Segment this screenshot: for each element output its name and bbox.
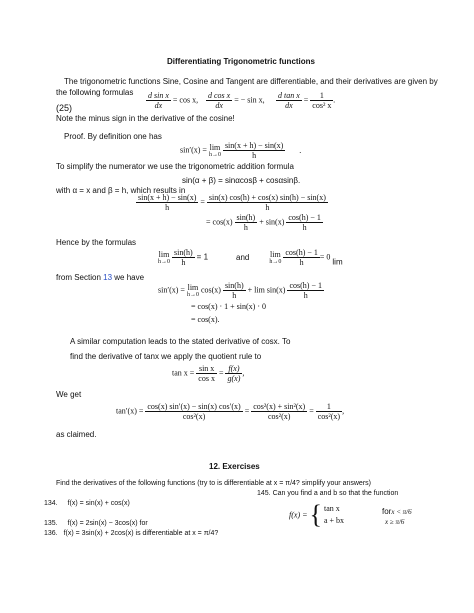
piecewise-condition-2: x ≥ π/6 xyxy=(385,518,405,526)
limit-1-numerator: sin(h) xyxy=(174,248,193,257)
similar-line-2: find the derivative of tanx we apply the quotient rule to xyxy=(70,352,262,361)
tan-derivative xyxy=(116,402,344,421)
exercise-136-number: 136. xyxy=(44,530,58,537)
definition-lim-sub: h→0 xyxy=(208,151,221,158)
limits-line xyxy=(158,248,343,267)
final-plus-lim: + lim xyxy=(247,285,265,295)
final-b-numerator: cos(h) − 1 xyxy=(289,281,322,290)
final-b-denominator: h xyxy=(303,291,308,301)
tanp-f3-denominator: cos²(x) xyxy=(317,412,341,422)
final-lim-1-sub: h→0 xyxy=(186,291,199,298)
tan-b-denominator: g(x) xyxy=(227,374,241,384)
row1-left-denominator: h xyxy=(165,203,170,213)
limit-1-sub: h→0 xyxy=(158,258,170,265)
limit-1-value: = 1 xyxy=(196,252,209,262)
exercise-134-number: 134. xyxy=(44,500,58,507)
final-row-3: = cos(x). xyxy=(191,315,220,324)
with-text: with α = x and β = h, which results in xyxy=(56,186,186,195)
tan-a-denominator: cos x xyxy=(198,374,215,384)
piecewise-function xyxy=(289,502,344,528)
row1-right-denominator: h xyxy=(265,203,270,213)
limit-1-denominator: h xyxy=(181,258,186,268)
dcos-denominator: dx xyxy=(215,101,223,111)
tan-a-numerator: sin x xyxy=(196,364,217,374)
limit-2-sub: h→0 xyxy=(269,258,282,265)
final-cos: cos(x) xyxy=(200,285,221,295)
minus-sign-note: Note the minus sign in the derivative of the cosine! xyxy=(56,114,235,123)
from-section-text xyxy=(56,273,144,282)
tanp-end: , xyxy=(342,406,345,416)
definition-lhs: sin′(x) = xyxy=(180,145,207,155)
tan-equals: = xyxy=(218,368,224,378)
dsin-rhs: = cos x, xyxy=(172,95,199,105)
limits-and: and xyxy=(236,252,250,262)
row1-equals: = xyxy=(200,197,205,207)
row2-a-numerator: sin(h) xyxy=(236,213,256,222)
piecewise-brace: { xyxy=(309,500,322,529)
intro-line-2: the following formulas xyxy=(56,88,134,97)
exercise-135 xyxy=(44,520,148,527)
limit-2-denominator: h xyxy=(299,258,304,268)
dtan-rhs-denominator: cos² x xyxy=(312,101,332,111)
tanp-eq-1: = xyxy=(244,406,250,416)
dcos-rhs: = − sin x, xyxy=(234,95,265,105)
dcos-numerator: d cos x xyxy=(208,91,231,100)
hence-text: Hence by the formulas xyxy=(56,238,137,247)
final-row-1 xyxy=(158,281,324,300)
final-row-2: = cos(x) · 1 + sin(x) · 0 xyxy=(191,302,267,311)
exercise-136-text: f(x) = 3sin(x) + 2cos(x) is differentiable at x = π/4? xyxy=(63,530,219,537)
we-get-label: We get xyxy=(56,390,82,399)
limit-1-lim: lim xyxy=(158,249,170,259)
piecewise-conditions xyxy=(382,507,412,516)
definition-lim: lim xyxy=(209,142,221,152)
limit-2-lim-word: lim xyxy=(332,257,343,267)
piecewise-condition-1: x < π/6 xyxy=(391,508,412,516)
row2-sin: + sin(x) xyxy=(259,217,285,227)
limit-2-numerator: cos(h) − 1 xyxy=(285,248,318,257)
exercise-135-text: f(x) = 2sin(x) − 3cos(x) for xyxy=(67,520,148,527)
equation-number: (25) xyxy=(56,103,73,113)
piecewise-row-1: tan x xyxy=(323,504,340,514)
final-sin: sin(x) xyxy=(266,285,286,295)
expansion-row-2 xyxy=(206,213,323,232)
from-suffix: we have xyxy=(114,273,145,282)
dsin-denominator: dx xyxy=(154,101,163,111)
piecewise-lhs: f(x) = xyxy=(289,510,308,520)
tanp-f1-numerator: cos(x) sin′(x) − sin(x) cos′(x) xyxy=(147,402,241,411)
derivative-definition xyxy=(180,141,301,160)
final-a-numerator: sin(h) xyxy=(224,281,244,290)
tanp-f3-numerator: 1 xyxy=(316,402,342,412)
formula-dcos xyxy=(206,91,265,110)
row2-b-denominator: h xyxy=(302,223,307,233)
final-lhs: sin′(x) = xyxy=(158,285,185,295)
definition-denominator: h xyxy=(252,151,257,161)
dsin-numerator: d sin x xyxy=(148,91,169,100)
final-lim-1: lim xyxy=(187,282,199,292)
exercises-heading: 12. Exercises xyxy=(209,462,260,471)
definition-end: . xyxy=(299,145,302,155)
row1-left-numerator: sin(x + h) − sin(x) xyxy=(138,193,197,202)
tan-derivative-lhs: tan′(x) = xyxy=(116,406,144,416)
similar-line-1: A similar computation leads to the stated derivative of cosx. To xyxy=(70,337,291,346)
exercise-134 xyxy=(44,500,130,507)
dtan-numerator: d tan x xyxy=(278,91,300,100)
piecewise-for: for xyxy=(382,507,392,516)
tanp-f2-numerator: cos²(x) + sin²(x) xyxy=(253,402,306,411)
from-prefix: from Section xyxy=(56,273,101,282)
as-claimed: as claimed. xyxy=(56,430,97,439)
proof-lead: Proof. By definition one has xyxy=(64,132,162,141)
dtan-rhs-numerator: 1 xyxy=(310,91,333,101)
formula-dtan xyxy=(276,91,335,110)
expansion-row-1 xyxy=(136,193,328,212)
limit-2-value: = 0 xyxy=(319,252,331,262)
tan-lhs: tan x = xyxy=(172,368,195,378)
dtan-end: . xyxy=(333,95,336,105)
row2-cos: = cos(x) xyxy=(206,217,233,227)
tanp-f1-denominator: cos²(x) xyxy=(182,412,206,422)
simplify-text: To simplify the numerator we use the trigonometric addition formula xyxy=(56,162,294,171)
intro-line-1: The trigonometric functions Sine, Cosine and Tangent are differentiable, and their derivatives are given by xyxy=(64,77,438,86)
addition-formula: sin(α + β) = sinαcosβ + cosαsinβ. xyxy=(182,176,301,185)
definition-numerator: sin(x + h) − sin(x) xyxy=(224,141,284,150)
row2-a-denominator: h xyxy=(243,223,248,233)
dtan-equals: = xyxy=(303,95,309,105)
formula-dsin xyxy=(146,91,198,110)
tan-end: , xyxy=(242,368,245,378)
limit-2-lim: lim xyxy=(270,249,281,259)
exercise-134-text: f(x) = sin(x) + cos(x) xyxy=(67,500,130,507)
exercise-136 xyxy=(44,530,218,537)
dtan-denominator: dx xyxy=(285,101,293,111)
exercise-145: 145. Can you find a and b so that the function xyxy=(257,490,399,497)
tan-definition xyxy=(172,364,244,383)
tanp-f2-denominator: cos²(x) xyxy=(268,412,291,422)
piecewise-row-2: a + bx xyxy=(323,516,345,525)
row1-right-numerator: sin(x) cos(h) + cos(x) sin(h) − sin(x) xyxy=(208,193,326,202)
exercise-135-number: 135. xyxy=(44,520,58,527)
tanp-eq-2: = xyxy=(309,406,314,416)
final-a-denominator: h xyxy=(232,291,237,301)
section-13-link[interactable]: 13 xyxy=(103,273,113,282)
section-title: Differentiating Trigonometric functions xyxy=(167,57,316,66)
exercises-instructions: Find the derivatives of the following functions (try to is differentiable at x = π/4? simplify your answers) xyxy=(56,480,371,487)
tan-b-numerator: f(x) xyxy=(225,364,242,374)
row2-b-numerator: cos(h) − 1 xyxy=(288,213,321,222)
